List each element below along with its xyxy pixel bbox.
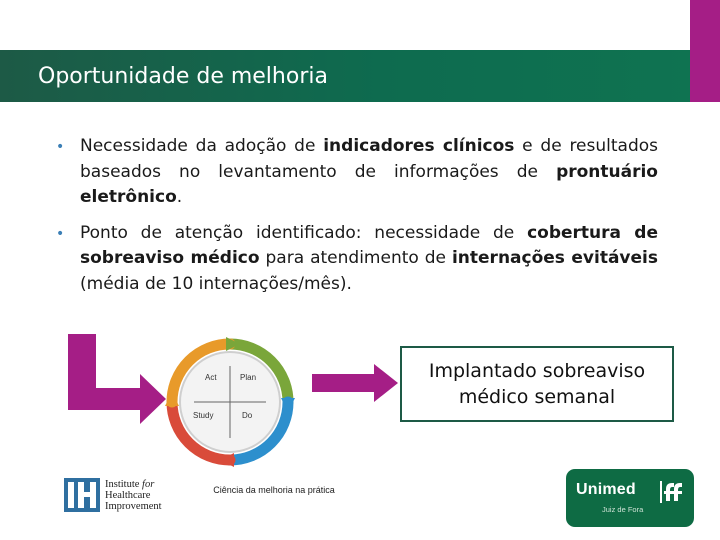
bullet-text: Ponto de atenção identificado: necessidade de xyxy=(80,222,528,243)
pdca-cycle-diagram xyxy=(160,332,300,472)
ihi-line: Institute xyxy=(105,478,140,490)
bullet-bold-text: prontuário eletrônico xyxy=(80,161,658,207)
unimed-tree-icon xyxy=(660,481,684,503)
result-callout xyxy=(400,346,674,422)
bullet-dot-icon: • xyxy=(56,225,65,242)
bullet-text: Necessidade da adoção de xyxy=(80,136,324,156)
right-arrow-icon xyxy=(312,364,398,402)
bullet-text: (média de 10 internações/mês). xyxy=(80,273,352,294)
page-title: Oportunidade de melhoria xyxy=(38,64,328,89)
ihi-line: Improvement xyxy=(105,500,162,512)
unimed-name: Unimed xyxy=(576,481,636,498)
bullet-text: . xyxy=(176,187,183,207)
cycle-label-study: Study xyxy=(193,411,214,420)
unimed-subtitle: Juiz de Fora xyxy=(602,505,644,514)
callout-text: Implantado sobreaviso médico semanal xyxy=(428,360,646,408)
bullet-dot-icon: • xyxy=(56,139,65,155)
ihi-mark-icon xyxy=(64,476,100,514)
ihi-line: for xyxy=(142,478,155,490)
bullet-text: para atendimento de xyxy=(259,248,452,268)
bullet-bold-text: cobertura de sobreaviso médico xyxy=(80,222,658,268)
ihi-line: Healthcare xyxy=(105,489,151,501)
bullet-bold-text: indicadores clínicos xyxy=(323,136,515,156)
ihi-wordmark xyxy=(105,479,162,512)
diagram-caption: Ciência da melhoria na prática xyxy=(213,485,335,495)
cycle-label-do: Do xyxy=(242,411,253,420)
bullet-bold-text: internações evitáveis xyxy=(451,248,658,268)
bullet-text: e de resultados baseados no levantamento de informações de xyxy=(80,136,659,182)
ihi-logo xyxy=(64,475,162,515)
cycle-label-plan: Plan xyxy=(240,373,257,382)
cycle-label-act: Act xyxy=(205,373,217,382)
unimed-logo xyxy=(566,469,694,527)
elbow-arrow-icon xyxy=(68,334,166,424)
